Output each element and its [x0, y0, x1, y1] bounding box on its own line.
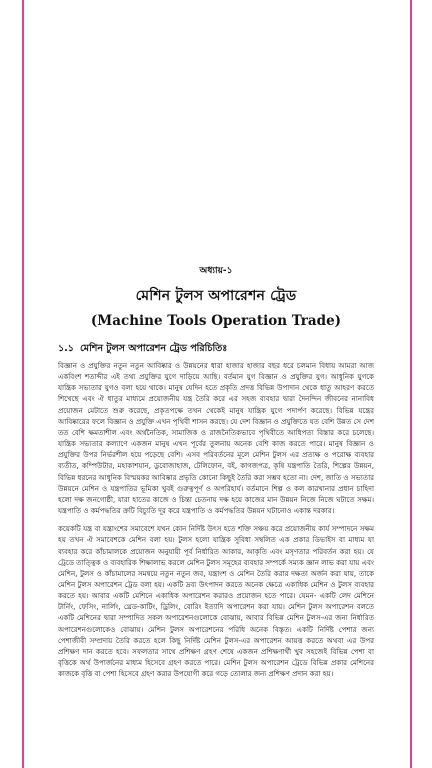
page-title-english: (Machine Tools Operation Trade)	[90, 313, 342, 329]
chapter-label: অধ্যায়-১	[199, 266, 233, 276]
section-heading	[58, 342, 374, 357]
section-number: ১.১	[58, 343, 74, 354]
page-content	[58, 263, 374, 679]
right-margin-line	[410, 0, 412, 768]
paragraph: কয়েকটি যন্ত্র বা যন্ত্রাংশের সমাবেশে যখন কোন নির্দিষ্ট উৎস হতে শক্তি সঞ্চয় করে প্রয়োজনীয় কার্য সম্পাদনে সক্ষম হয় তখন ঐ সমাবেশকে মেশিন বলা হয়। টুলস হলো যান্ত্রিক সুবিধা সম্বলিত এক প্রকার ডিভাইস বা মাধ্যম যা ব্যবহার করে কাঁচামালকে প্রয়োজন অনুযায়ী পূর্ব নির্ধারিত আকার, আকৃতি এবং মসৃণতার পরিবর্তন করা হয়। যে ট্রেডে তাত্ত্বিক ও ব্যবহারিক শিক্ষালাভ করলে মেশিন টুলস সমূহের ব্যবহার সম্পর্কে সম্যক জ্ঞান লাভ করা যায় এবং মেশিন, টুলস ও কাঁচামালের সমন্বয়ে নতুন নতুন জব, যন্ত্রাংশ ও মেশিন তৈরি করার দক্ষতা অর্জন করা যায়, তাকে মেশিন টুলস অপারেশন ট্রেড বলা হয়। একটি দ্রব্য উৎপাদন করতে অনেক ক্ষেত্রে একাধিক মেশিন ও টুলস ব্যবহার করতে হয়। আবার একটি মেশিনে একাধিক অপারেশন করারও প্রয়োজন হতে পারে। যেমন- একটি লেদ মেশিনে টার্নিং, ফেসিং, নার্লিং, থ্রেড-কাটিং, ড্রিলিং, বোরিং ইত্যাদি অপারেশন করা যায়। মেশিন টুলস অপারেশন বলতে একটি মেশিনের দ্বারা সম্পাদিত সকল অপারেশনগুলোকে বোঝায়, আবার বিভিন্ন মেশিন টুলস-এর জন্য নির্ধারিত অপারেশনগুলোকেও বোঝায়। মেশিন টুলস অপারেশনের পরিধি অনেক বিস্তৃত। একটি নির্দিষ্ট পেশার জন্য পেশাজীবী সম্প্রদায় তৈরি করতে হলে কিছু নির্দিষ্ট মেশিন টুলস-এর অপারেশন আয়ত্ত করতে অথবা এর উপর প্রশিক্ষণ দান করতে হবে। সফলতার সাথে প্রশিক্ষণ গ্রহণ শেষে একজন প্রশিক্ষণার্থী খুব সহজেই বিভিন্ন পেশা বা বৃত্তিকে অর্থ উপার্জনের মাধ্যম হিসেবে গ্রহণ করতে পারে। মেশিন টুলস অপারেশন ট্রেডে বিভিন্ন প্রকার মেশিনের কাজকে বৃত্তি বা পেশা হিসেবে গ্রহণ করার উপযোগী করে গড়ে তোলার জন্য প্রশিক্ষণ প্রদান করা হয়।	[58, 524, 374, 679]
paragraph: বিজ্ঞান ও প্রযুক্তির নতুন নতুন আবিষ্কার ও উন্নয়নের ধারা হাজার হাজার বছর ধরে চলমান বিধায় আমরা আজ একবিংশ শতাব্দীর এই তথ্য প্রযুক্তির যুগে দাড়িয়ে আছি। বর্তমান যুগ বিজ্ঞান ও প্রযুক্তির যুগ। আধুনিক যুগকে যান্ত্রিক সভ্যতার যুগও বলা হয়ে থাকে। মানুষ যেদিন হতে প্রকৃতি প্রদত্ত বিভিন্ন উপাদান থেকে ধাতু আহরণ করতে শিখেছে এবং ঐ ধাতুর মাধ্যমে প্রয়োজনীয় যন্ত্র তৈরি করে এর সহজ ব্যবহার দ্বারা দৈনন্দিন জীবনের নানাবিধ প্রয়োজন মেটাতে শুরু করেছে, প্রকৃতপক্ষে তখন থেকেই মানুষ যান্ত্রিক যুগে পদার্পণ করেছে। বিভিন্ন যন্ত্রের আবিষ্কারের ফলে বিজ্ঞান ও প্রযুক্তি এখন পৃথিবী শাসন করছে। যে দেশ বিজ্ঞান ও প্রযুক্তিতে যত বেশি উন্নত সে দেশ তত বেশি ক্ষমতাশীল এবং অর্থনৈতিক, সামাজিক ও রাজনৈতিকভাবে পৃথিবীতে আধিপত্য বিস্তার করে চলেছে। যান্ত্রিক সভ্যতার কল্যাণে একজন মানুষ এখন পূর্বের তুলনায় অনেক বেশি কাজ করতে পারে। মানুষ বিজ্ঞান ও প্রযুক্তির উপর নির্ভরশীল হয়ে পড়েছে বেশি। এসব পরিবর্তনের মূলে মেশিন টুলস এর প্রত্যক্ষ ও পরোক্ষ ব্যবহার ব্যতীত, কম্পিউটার, মহাকাশযান, ডুবোজাহাজ, টেলিফোন, বই, কাগজপত্র, কৃষি যন্ত্রপাতি তৈরি, শিল্পের উন্নয়ন, বিভিন্ন ধরনের আধুনিক বিস্ময়কর আবিষ্কার প্রভৃতি কোনো কিছুই তৈরি করা সম্ভব হতো না। দেশ, জাতি ও সভ্যতার উন্নয়নে মেশিন ও যন্ত্রপাতির ভূমিকা খুবই গুরুত্বপূর্ণ ও অপরিহার্য। বর্তমানে শিল্প ও কল কারখানার প্রধান চাহিদা হলো দক্ষ জনগোষ্ঠী, যারা হাতের কাজে ও চিন্তা চেতনায় দক্ষ হয়ে কাজের মান উন্নয়ন নিজে নিজে ঘটাতে সক্ষম। যন্ত্রপাতি ও কর্মপদ্ধতির ক্রটি বিচ্যুতি দূর করে যন্ত্রপাতি ও কর্মপদ্ধতির উন্নয়ন ঘটানোও একান্ত দরকার।	[58, 361, 374, 516]
page-title-bengali: মেশিন টুলস অপারেশন ট্রেড	[135, 288, 297, 304]
section-title: মেশিন টুলস অপারেশন ট্রেড পরিচিতিঃ	[79, 343, 228, 354]
left-margin-line	[22, 0, 24, 768]
